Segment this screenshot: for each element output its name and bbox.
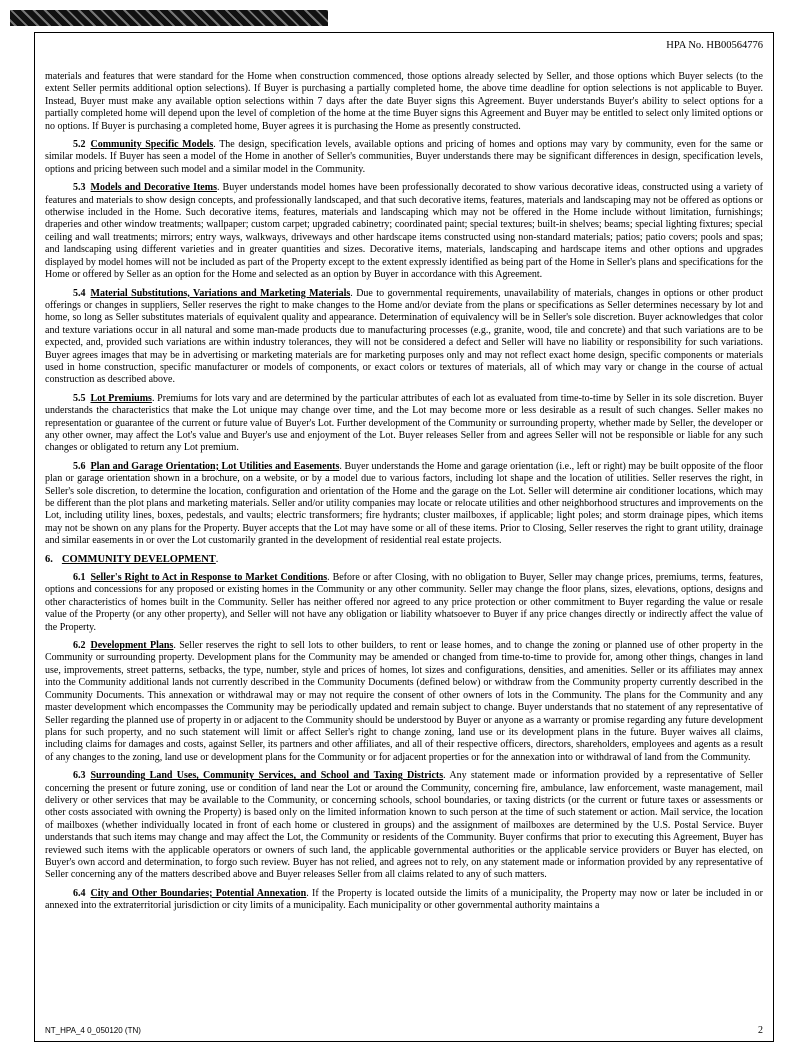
section-title: Seller's Right to Act in Response to Market Conditions [90, 572, 328, 584]
section-title: COMMUNITY DEVELOPMENT [61, 553, 216, 565]
section-title: City and Other Boundaries; Potential Annexation [90, 887, 307, 899]
section-5-2 [45, 139, 763, 176]
header-barcode-stripe [10, 10, 328, 26]
section-title: Surrounding Land Uses, Community Services, and School and Taxing Districts [90, 770, 444, 782]
section-6-3 [45, 770, 763, 882]
document-number: HPA No. HB00564776 [666, 40, 763, 51]
section-6-4 [45, 888, 763, 913]
section-title: Community Specific Models [90, 139, 214, 151]
section-5-5 [45, 393, 763, 455]
section-title-end: . [215, 553, 219, 565]
section-title: Development Plans [90, 640, 174, 652]
section-text: . If the Property is located outside the limits of a municipality, the Property may now or later be included in or annexed into the extraterritorial jurisdiction or city limits of a municipality. Each municipality or other governmental authority maintains a [45, 887, 763, 912]
section-title: Plan and Garage Orientation; Lot Utilities and Easements [90, 460, 340, 472]
section-text: . Before or after Closing, with no obligation to Buyer, Seller may change prices, premiums, terms, features, options and concessions for any proposed or existing homes in the Community or any other community. Seller may change the floor plans, sizes, elevations, options, designs and other characteristics of homes built in the Community. Seller has neither offered nor agreed to any price protection or other commitment to Buyer regarding the value or resale value of the Property (or any other property), and Seller will not have any obligation or liability whatsoever to Buyer if any price changes directly or indirectly affect the value of the Property. [45, 572, 763, 633]
section-text: . Any statement made or information provided by a representative of Seller concerning the present or future zoning, use or condition of land near the Lot or around the Community, concerning fire, ambulance, law enforcement, waste management, mail delivery or other services that may be available to the Community, or concerning schools, school boundaries, or taxing districts (or the current or future taxes or assessments or other costs associated with owning the Property) is based only on the limited information known to such person at the time of such statement or action. Mail service, the location of mailboxes (whether individually located in front of each home or clustered in groups) and the assignment of mailboxes are determined by the U.S. Postal Service. Buyer understands that such items may change and may affect the Lot, the Community or residents of the Community. Buyer confirms that prior to executing this Agreement, Buyer has reviewed such items with the applicable operators or owners of such land, the applicable governmental authorities or the applicable service providers or Buyer has elected, on Buyer's own accord and determination, to forgo such review. Buyer has not relied, and agrees not to rely, on any statement made or information provided by any representative of Seller concerning any of the matters described above and Buyer releases Seller from all claims related to any of such matters. [45, 770, 763, 881]
section-number: 5.5 [73, 392, 86, 404]
section-text: . Premiums for lots vary and are determined by the particular attributes of each lot as evaluated from time-to-time by Seller in its sole discretion. Buyer understands the characteristics that make the Lot unique may change over time, and the Lot may become more or less desirable as a result of such changes. Seller makes no representation or guarantee of the current or future value of Buyer's Lot. Further development of the Community or surrounding property, whether made by Seller, the developer or any other owner, may affect the Lot's value and Buyer's use and enjoyment of the Lot. Buyer releases Seller from and agrees Seller will not be responsible or liable for any such changes or obligated to return any Lot premium. [45, 392, 763, 454]
document-page [34, 32, 774, 1042]
paragraph-continued: materials and features that were standard for the Home when construction commenced, those options already selected by Seller, and those options which Buyer selects (to the extent Seller permits additional option selections). If Buyer is purchasing a partially completed home, the above time deadline for option selections is not applicable to Buyer. Instead, Buyer must make any available option selections within 7 days after the date Buyer signs this Agreement. Buyer understands Buyer's ability to select options for a partially completed home will depend upon the level of completion of the home at the time Buyer signs this Agreement and Buyer may be entitled to select only limited options or no options. If Buyer is purchasing a completed home, Buyer agrees it is purchasing the Home as presently constructed. [45, 71, 763, 132]
section-6-heading [45, 554, 763, 566]
section-text: . Due to governmental requirements, unavailability of materials, changes in options or other product offerings or changes in suppliers, Seller reserves the right to make changes to the Home and/or deviate from the plans or specifications as Seller determines necessary by lot and home, so long as Seller substitutes materials of equivalent quality and appearance. Determination of equivalency will be in Seller's sole discretion. Buyer acknowledges that color and texture variations occur in all natural and some man-made products due to manufacturing processes (e.g., granite, wood, tile and concrete) and that such variations are to be expected, and, provided such variations are within industry tolerances, they will not be considered a defect and Seller will have no liability or responsibility for such variations. Buyer agrees images that may be in advertising or marketing materials are for marketing purposes only and may not reflect exact home design, specific components or materials used in home construction, specific manufacturer or models of components, or exact colors or textures of materials, all of which may vary or change in the course of actual construction as described above. [45, 287, 763, 386]
page-number: 2 [758, 1025, 763, 1036]
section-number: 5.3 [73, 182, 86, 194]
section-text: . Seller reserves the right to sell lots to other builders, to rent or lease homes, and to change the zoning or planned use of other property in the Community or surrounding property. Development plans for the Community may be amended or changed from time-to-time to provide for, among other things, changes in land use, improvements, street patterns, setbacks, the type, number, style and prices of homes, lot sizes and configurations, densities, and amenities. Seller or its affiliates may annex into the Community additional lands not currently described in the Community Documents (defined below) or withdraw from the Community property currently described in the Community Documents. This annexation or withdrawal may or may not require the consent of other owners of lots in the Community. The plans for the Community and any master development which encompasses the Community may be periodically updated and remain subject to change. Buyer understands that no statement of any representative of Seller regarding the planned use of property in or adjacent to the Community should be understood by Buyer or anyone as a warranty or promise regarding any future development plans for such property, and no such statement will limit or affect Seller's right to change zoning, land use or its development plans in the future. Buyer waives all claims, including claims for damages and costs, against Seller, its partners and other affiliates, and all of their respective officers, directors, shareholders, employees and agents as a result of any changes to the zoning, land use or development plans for the Community or for adjacent properties or for the annexation into or withdrawal of land from the Community. [45, 640, 763, 763]
section-number: 5.6 [73, 460, 86, 472]
section-text: . Buyer understands the Home and garage orientation (i.e., left or right) may be built opposite of the floor plan or garage orientation shown in a brochure, on a website, or by a model due to various factors, including lot shape and the location of utilities. Seller reserves the right, in Seller's sole discretion, to determine the location, configuration and orientation of the Home and the garage on the Lot. Seller will determine air conditioner locations, which may be different than the plot plans and marketing materials. Seller and/or utility companies may locate or relocate utilities and other neighborhood structures and improvements on the Lot, including utility lines, boxes, pedestals, and vaults; electric transformers; fire hydrants; cluster mailboxes, if applicable; light poles; and storm drainage pipes, which items may not be shown on any plans for the Property. Buyer accepts that the Lot may have some or all of these items. Prior to Closing, Seller reserves the right to grant utility, drainage and similar easements in or over the Lot customarily granted in the development of residential real estate projects. [45, 460, 763, 547]
section-5-3 [45, 182, 763, 281]
section-title: Material Substitutions, Variations and Marketing Materials [90, 287, 351, 299]
section-number: 5.2 [73, 139, 86, 151]
section-text: . The design, specification levels, available options and pricing of homes and options may vary by community, even for the same or similar models. If Buyer has seen a model of the Home in another of Seller's communities, Buyer understands there may be significant differences in design, specification levels, options and pricing between such model and a similar model in the Community. [45, 139, 763, 175]
section-5-6 [45, 461, 763, 548]
section-number: 6.3 [73, 770, 86, 782]
section-6-2 [45, 640, 763, 764]
section-title: Lot Premiums [90, 392, 152, 404]
document-body [45, 71, 763, 919]
section-number: 6.2 [73, 640, 86, 652]
section-5-4 [45, 288, 763, 387]
section-number: 6.1 [73, 572, 86, 584]
section-number: 6.4 [73, 887, 86, 899]
section-6-1 [45, 572, 763, 634]
section-title: Models and Decorative Items [90, 182, 217, 194]
section-text: . Buyer understands model homes have been professionally decorated to show various decorative ideas, constructed using a variety of features and materials to show design concepts, and professionally landscaped, and that such decorative items, features, materials and landscaping may not be offered as options or otherwise included in the Home. Such decorative items, features, materials and landscaping which may not be offered in the Home include without limitation, furnishings; draperies and other window treatments; wallpaper; custom carpet; upgraded cabinetry; coordinated paint; special textures; built-in shelves; beams; special lighting fixtures; special ceiling and wall treatments; mirrors; entry ways, walkways, driveways and other hardscape items constructed using non-standard materials; patios; patio covers; pools and spas; and landscaping using different varieties and in greater quantities and sizes. Decorative items, materials, landscaping and hardscape items and other options and upgrades displayed by model homes will not be included as part of the Property except to the extent expressly identified as being part of the Home in Seller's plans and specifications for the Home or offered by Seller as an option for the Home and selected as an option by Buyer in accordance with this Agreement. [45, 182, 763, 281]
section-number: 6. [45, 553, 53, 565]
form-identifier: NT_HPA_4 0_050120 (TN) [45, 1026, 141, 1035]
section-number: 5.4 [73, 287, 86, 299]
